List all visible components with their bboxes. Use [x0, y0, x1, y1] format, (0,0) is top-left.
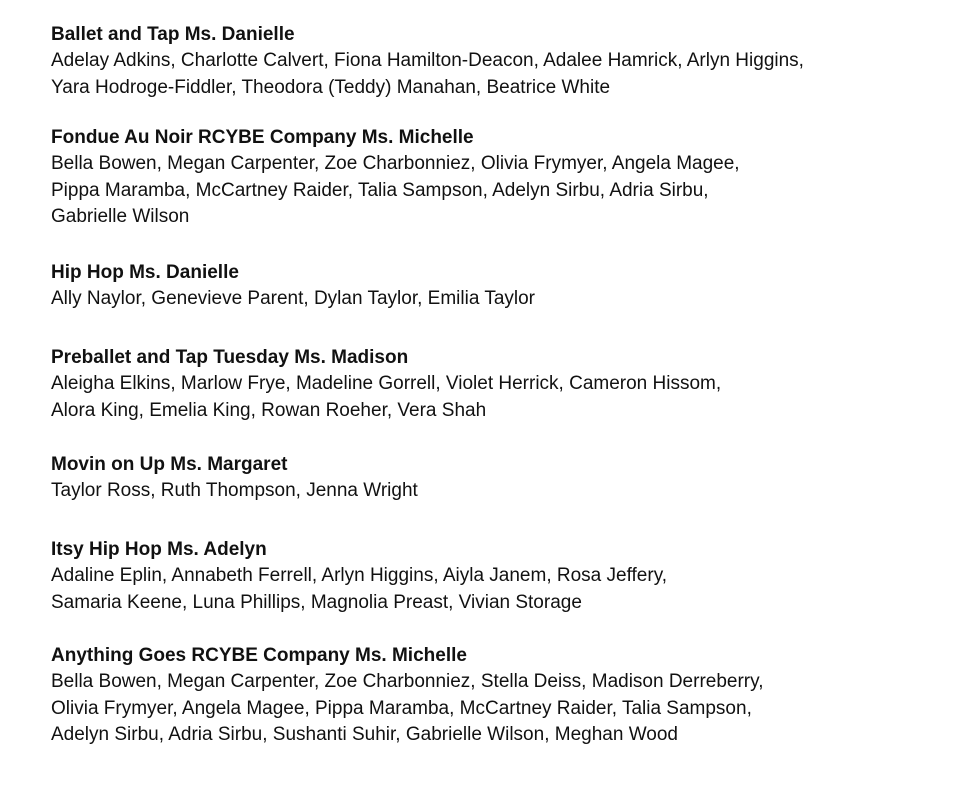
class-group-movin-on-up [51, 452, 931, 505]
student-names-line: Gabrielle Wilson [51, 206, 190, 227]
student-names-line: Bella Bowen, Megan Carpenter, Zoe Charbonniez, Olivia Frymyer, Angela Magee, [51, 153, 740, 174]
student-names-line: Adelay Adkins, Charlotte Calvert, Fiona Hamilton-Deacon, Adalee Hamrick, Arlyn Higgins, [51, 50, 804, 71]
class-group-fondue-au-noir [51, 125, 931, 231]
class-title: Itsy Hip Hop Ms. Adelyn [51, 539, 267, 560]
student-names-line: Samaria Keene, Luna Phillips, Magnolia Preast, Vivian Storage [51, 591, 582, 613]
student-names-line: Yara Hodroge-Fiddler, Theodora (Teddy) Manahan, Beatrice White [51, 76, 611, 98]
student-names-line: Taylor Ross, Ruth Thompson, Jenna Wright [51, 480, 418, 501]
student-names-line: Alora King, Emelia King, Rowan Roeher, Vera Shah [51, 399, 487, 421]
student-names-line: Adelyn Sirbu, Adria Sirbu, Sushanti Suhir, Gabrielle Wilson, Meghan Wood [51, 724, 678, 745]
class-title: Fondue Au Noir RCYBE Company Ms. Michelle [51, 127, 474, 148]
student-names-line: Olivia Frymyer, Angela Magee, Pippa Maramba, McCartney Raider, Talia Sampson, [51, 697, 752, 719]
class-group-itsy-hip-hop [51, 537, 931, 616]
class-group-ballet-and-tap [51, 22, 931, 101]
class-group-hip-hop [51, 260, 931, 313]
student-names-line: Adaline Eplin, Annabeth Ferrell, Arlyn Higgins, Aiyla Janem, Rosa Jeffery, [51, 565, 668, 586]
class-title: Preballet and Tap Tuesday Ms. Madison [51, 347, 409, 368]
class-title: Ballet and Tap Ms. Danielle [51, 24, 295, 45]
class-group-anything-goes [51, 643, 931, 749]
class-title: Anything Goes RCYBE Company Ms. Michelle [51, 645, 467, 666]
student-names-line: Ally Naylor, Genevieve Parent, Dylan Taylor, Emilia Taylor [51, 288, 536, 309]
class-title: Movin on Up Ms. Margaret [51, 454, 288, 475]
student-names-line: Pippa Maramba, McCartney Raider, Talia Sampson, Adelyn Sirbu, Adria Sirbu, [51, 179, 709, 201]
student-names-line: Aleigha Elkins, Marlow Frye, Madeline Gorrell, Violet Herrick, Cameron Hissom, [51, 373, 722, 394]
student-names-line: Bella Bowen, Megan Carpenter, Zoe Charbonniez, Stella Deiss, Madison Derreberry, [51, 671, 764, 692]
class-group-preballet-and-tap [51, 345, 931, 424]
class-title: Hip Hop Ms. Danielle [51, 262, 239, 283]
